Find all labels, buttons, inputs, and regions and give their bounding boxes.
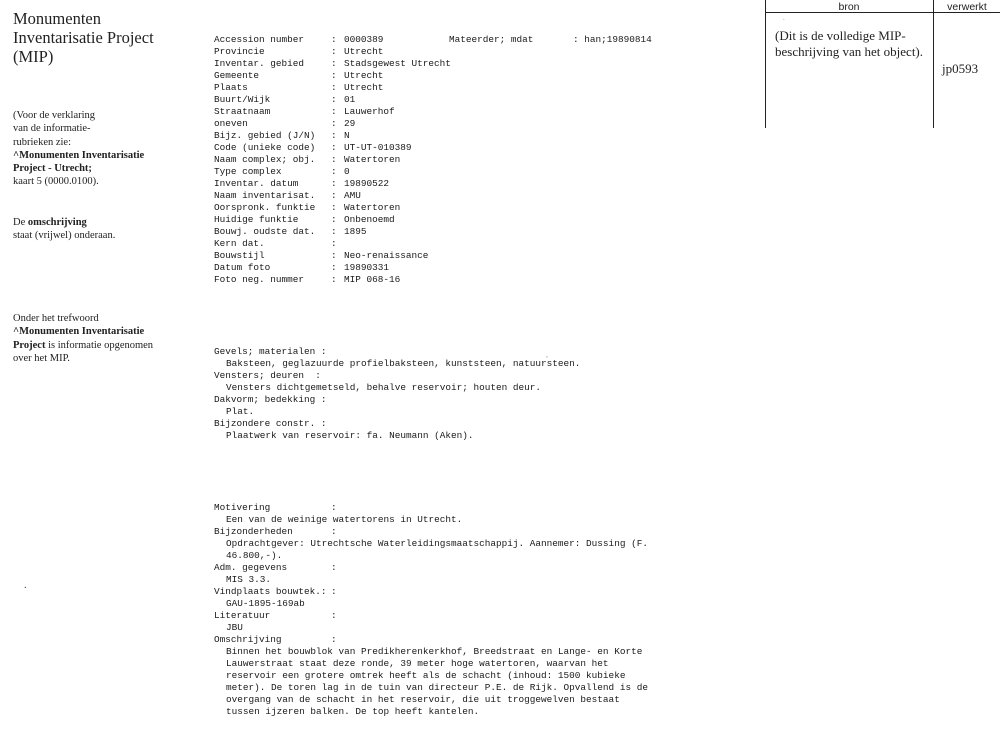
section-body: Vensters dichtgemetseld, behalve reservoir; houten deur. bbox=[226, 382, 542, 393]
field-row bbox=[214, 154, 734, 166]
section-colon: : bbox=[331, 634, 337, 645]
scan-speck: . bbox=[24, 580, 27, 591]
field-colon: : bbox=[331, 34, 337, 45]
section-body: JBU bbox=[226, 622, 243, 633]
field-row bbox=[214, 58, 734, 70]
field-row bbox=[214, 190, 734, 202]
page-title: Monumenten Inventarisatie Project (MIP) bbox=[13, 9, 154, 66]
field-label: Inventar. datum bbox=[214, 178, 299, 189]
field-row bbox=[214, 118, 734, 130]
field-value: Neo-renaissance bbox=[344, 250, 429, 261]
section-header bbox=[214, 610, 734, 622]
field-row bbox=[214, 202, 734, 214]
field-colon: : bbox=[331, 250, 337, 261]
field-row bbox=[214, 262, 734, 274]
field-value: Utrecht bbox=[344, 46, 384, 57]
field-list bbox=[214, 34, 734, 286]
section-body: Een van de weinige watertorens in Utrecht. bbox=[226, 514, 463, 525]
field-label: Naam complex; obj. bbox=[214, 154, 316, 165]
field-label: Kern dat. bbox=[214, 238, 265, 249]
field-row bbox=[214, 226, 734, 238]
field-value: Watertoren bbox=[344, 202, 401, 213]
field-row bbox=[214, 178, 734, 190]
section-colon: : bbox=[331, 610, 337, 621]
section-colon: : bbox=[331, 586, 337, 597]
field-value: 19890522 bbox=[344, 178, 390, 189]
field-label: Accession number bbox=[214, 34, 305, 45]
legend-note bbox=[13, 109, 173, 189]
field-colon: : bbox=[331, 202, 337, 213]
section-body: Plaatwerk van reservoir: fa. Neumann (Aken). bbox=[226, 430, 474, 441]
section-body: MIS 3.3. bbox=[226, 574, 272, 585]
field-label: Foto neg. nummer bbox=[214, 274, 305, 285]
record-body bbox=[214, 10, 734, 730]
field-label: Bouwj. oudste dat. bbox=[214, 226, 316, 237]
section-body: GAU-1895-169ab bbox=[226, 598, 305, 609]
section-label: Dakvorm; bedekking : bbox=[214, 394, 327, 405]
section-colon: : bbox=[331, 526, 337, 537]
section-label: Bijzondere constr. : bbox=[214, 418, 327, 429]
field-row bbox=[214, 166, 734, 178]
field-label: oneven bbox=[214, 118, 248, 129]
section-list bbox=[214, 346, 734, 442]
note-keyword: ^Monumenten Inventarisatie bbox=[13, 326, 145, 338]
scan-speck: , bbox=[546, 350, 548, 359]
field-value: Lauwerhof bbox=[344, 106, 395, 117]
field-colon: : bbox=[331, 214, 337, 225]
field-colon: : bbox=[331, 238, 337, 249]
field-colon: : bbox=[331, 142, 337, 153]
field-row bbox=[214, 106, 734, 118]
field-value: 1895 bbox=[344, 226, 367, 237]
field-value: Utrecht bbox=[344, 82, 384, 93]
section-list-2 bbox=[214, 502, 734, 718]
field-value: 29 bbox=[344, 118, 356, 129]
field-label: Code (unieke code) bbox=[214, 142, 316, 153]
field-row bbox=[214, 34, 734, 46]
field-row bbox=[214, 46, 734, 58]
note-line: van de informatie- bbox=[13, 123, 91, 135]
description-note bbox=[13, 216, 173, 243]
section-header bbox=[214, 562, 734, 574]
field-colon: : bbox=[331, 94, 337, 105]
section-header bbox=[214, 634, 734, 646]
field-row bbox=[214, 70, 734, 82]
field-label: Huidige funktie bbox=[214, 214, 299, 225]
section-colon: : bbox=[331, 502, 337, 513]
section-label: Bijzonderheden bbox=[214, 526, 293, 537]
field-label: Plaats bbox=[214, 82, 248, 93]
table-code: jp0593 bbox=[942, 61, 979, 76]
field-value: 0 bbox=[344, 166, 350, 177]
field-colon: : bbox=[331, 226, 337, 237]
field-row bbox=[214, 82, 734, 94]
note-text: is informatie opgenomen over het MIP. bbox=[13, 339, 154, 364]
field-colon: : bbox=[331, 262, 337, 273]
keyword-note bbox=[13, 312, 173, 365]
field-label: Type complex bbox=[214, 166, 282, 177]
scan-speck: . bbox=[783, 14, 785, 22]
field-colon: : bbox=[331, 106, 337, 117]
field-colon: : bbox=[331, 82, 337, 93]
field-row bbox=[214, 142, 734, 154]
field-value: Onbenoemd bbox=[344, 214, 395, 225]
section-label: Literatuur bbox=[214, 610, 271, 621]
field-label: Naam inventarisat. bbox=[214, 190, 316, 201]
table-rule bbox=[765, 0, 766, 128]
section-body: Plat. bbox=[226, 406, 255, 417]
field-row bbox=[214, 238, 734, 250]
field-label: Buurt/Wijk bbox=[214, 94, 271, 105]
note-line: rubrieken zie: bbox=[13, 136, 72, 148]
source-table bbox=[765, 0, 1000, 128]
section-label: Omschrijving bbox=[214, 634, 282, 645]
field-colon: : bbox=[331, 178, 337, 189]
note-keyword: Project bbox=[13, 339, 46, 351]
field-value: Utrecht bbox=[344, 70, 384, 81]
field-label: Inventar. gebied bbox=[214, 58, 305, 69]
field-colon: : bbox=[331, 58, 337, 69]
field-value: Watertoren bbox=[344, 154, 401, 165]
section-label: Motivering bbox=[214, 502, 271, 513]
field-value: 01 bbox=[344, 94, 356, 105]
section-colon: : bbox=[331, 562, 337, 573]
section-label: Adm. gegevens bbox=[214, 562, 288, 573]
field-label: Bouwstijl bbox=[214, 250, 265, 261]
section-header bbox=[214, 586, 734, 598]
field-value: 19890331 bbox=[344, 262, 390, 273]
field-label: Bijz. gebied (J/N) bbox=[214, 130, 316, 141]
field-label: Oorspronk. funktie bbox=[214, 202, 316, 213]
field-value: N bbox=[344, 130, 350, 141]
field-row bbox=[214, 250, 734, 262]
field-colon: : bbox=[331, 118, 337, 129]
note-text: De bbox=[13, 217, 28, 228]
note-reference: ^Monumenten Inventarisatie Project - Utrecht; bbox=[13, 149, 145, 175]
field-value: Stadsgewest Utrecht bbox=[344, 58, 451, 69]
field-colon: : bbox=[331, 70, 337, 81]
note-keyword: omschrijving bbox=[27, 217, 87, 228]
column-header-bron: bron bbox=[838, 1, 860, 13]
section-header bbox=[214, 526, 734, 538]
note-line: Onder het trefwoord bbox=[13, 313, 99, 324]
field-colon: : bbox=[331, 274, 337, 285]
table-rule bbox=[933, 0, 934, 128]
section-label: Vensters; deuren : bbox=[214, 370, 321, 381]
section-body: Binnen het bouwblok van Predikherenkerkhof, Breedstraat en Lange- en Korte Lauwerstraat staat deze ronde, 39 meter hoge watertoren, waarvan het reservoir een grotere omtrek heeft als de schacht (inhoud: 1500 kubieke meter). De toren lag in de tuin van directeur P.E. de Rijk. Opvallend is de overgang van de schacht in het reservoir, die uit troggewelven bestaat tussen ijzeren balken. De top heeft kantelen. bbox=[226, 646, 648, 717]
note-line: (Voor de verklaring bbox=[13, 110, 96, 121]
field-value: AMU bbox=[344, 190, 361, 201]
field-colon: : bbox=[331, 166, 337, 177]
section-header bbox=[214, 502, 734, 514]
section-body: Opdrachtgever: Utrechtsche Waterleidingsmaatschappij. Aannemer: Dussing (F. 46.800,-). bbox=[226, 538, 648, 561]
field-colon: : bbox=[331, 130, 337, 141]
field-value: 0000389 bbox=[344, 34, 384, 45]
field-value: MIP 068-16 bbox=[344, 274, 401, 285]
column-header-verwerkt: verwerkt bbox=[947, 1, 987, 13]
section-label: Vindplaats bouwtek.: bbox=[214, 586, 327, 597]
field-colon: : bbox=[331, 46, 337, 57]
field-label: Mateerder; mdat bbox=[449, 34, 534, 45]
field-label: Gemeente bbox=[214, 70, 260, 81]
field-colon: : bbox=[331, 190, 337, 201]
section-body: Baksteen, geglazuurde profielbaksteen, kunststeen, natuursteen. bbox=[226, 358, 581, 369]
field-value: UT-UT-010389 bbox=[344, 142, 412, 153]
table-note: (Dit is de volledige MIP-beschrijving van het object). bbox=[775, 28, 924, 59]
field-label: Straatnaam bbox=[214, 106, 271, 117]
section-label: Gevels; materialen : bbox=[214, 346, 327, 357]
field-colon: : bbox=[331, 154, 337, 165]
note-text: staat (vrijwel) onderaan. bbox=[13, 230, 116, 242]
field-row bbox=[214, 94, 734, 106]
field-row bbox=[214, 274, 734, 286]
field-label: Datum foto bbox=[214, 262, 271, 273]
field-label: Provincie bbox=[214, 46, 265, 57]
field-row bbox=[214, 130, 734, 142]
note-line: kaart 5 (0000.0100). bbox=[13, 176, 99, 188]
field-value: : han;19890814 bbox=[573, 34, 652, 45]
field-row bbox=[214, 214, 734, 226]
